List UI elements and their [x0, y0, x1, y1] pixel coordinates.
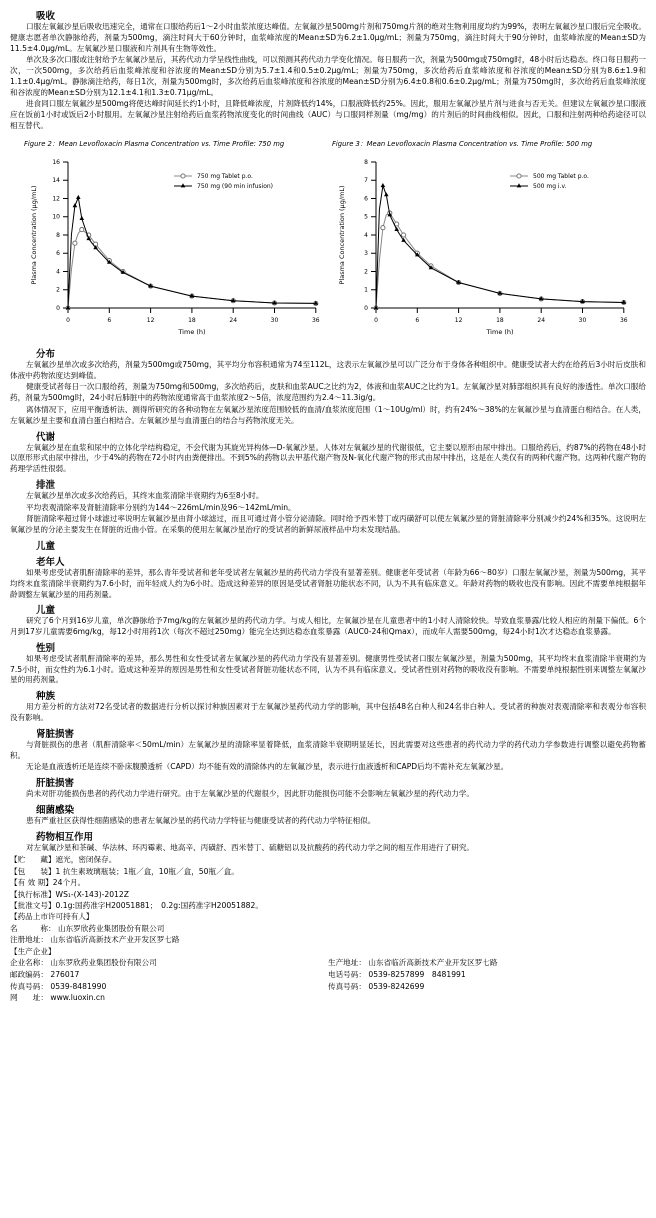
svg-text:24: 24 — [537, 316, 546, 324]
company-value: 山东罗欣药业集团股份有限公司 — [50, 957, 157, 967]
svg-text:6: 6 — [364, 195, 368, 203]
web-value: www.luoxin.cn — [50, 993, 105, 1003]
web-label: 网 址： — [10, 993, 48, 1003]
svg-text:6: 6 — [107, 316, 112, 324]
fax-row — [10, 981, 328, 993]
fax2-value: 0539-8242699 — [368, 981, 425, 991]
paragraph: 肾脏清除率超过肾小球滤过率说明左氧氟沙星由肾小球滤过，而且可通过肾小管分泌清除。同时给予西米替丁或丙磺舒可以使左氧氟沙星的肾脏清除率分别减少约24%和35%。这说明左氧氟沙星的分泌主要发生在肾脏的近曲小管。在采集的使用左氧氟沙星治疗的受试者的新鲜尿液样品中均未发现结晶。 — [10, 514, 646, 535]
fax2-label: 传真号码： — [328, 981, 366, 991]
producer-right-col — [328, 957, 646, 1004]
svg-text:4: 4 — [364, 231, 368, 239]
svg-text:6: 6 — [415, 316, 420, 324]
section-title-children: 儿童 — [36, 605, 56, 617]
paragraph: 左氧氟沙星单次或多次给药后，其终末血浆清除半衰期约为6至8小时。 — [26, 490, 264, 500]
paragraph: 与肾脏损伤的患者（肌酐清除率＜50mL/min）左氧氟沙星的清除率显着降低，血浆清除半衰期明显延长，因此需要对这些患者的药代动力学的药代动力学参数进行调整以避免药物蓄积。 — [10, 739, 646, 760]
svg-text:36: 36 — [619, 316, 628, 324]
figure-2 — [24, 138, 324, 340]
paragraph: 用方差分析的方法对72名受试者的数据进行分析以探讨种族因素对于左氧氟沙星药代动力学的影响，其中包括48名白种人和24名非白种人。受试者的种族对表观清除率和表观分布容积没有影响。 — [10, 702, 646, 722]
zip-row — [10, 969, 328, 981]
section-title-absorption: 吸收 — [36, 11, 56, 22]
svg-text:30: 30 — [270, 316, 279, 324]
holder-address-row — [10, 934, 646, 945]
approval-line: 【批准文号】0.1g:国药准字H20051881； 0.2g:国药准字H20051882。 — [10, 901, 263, 911]
web-row — [10, 992, 328, 1004]
svg-text:8: 8 — [56, 231, 60, 239]
figure-2-plot — [24, 150, 324, 340]
svg-text:8: 8 — [364, 158, 368, 166]
figures-row — [10, 138, 646, 340]
svg-text:Plasma Concentration (μg/mL): Plasma Concentration (μg/mL) — [30, 185, 38, 285]
svg-text:2: 2 — [56, 286, 60, 294]
holder-name-value: 山东罗欣药业集团股份有限公司 — [57, 923, 165, 933]
paragraph: 左氧氟沙星单次或多次给药，剂量为500mg或750mg，其平均分布容积通常为74至112L，这表示左氧氟沙星可以广泛分布于身体各种组织中。健康受试者大约在给药后3小时后皮肤和体液中药物浓度达到峰值。 — [10, 359, 646, 380]
section-title-gender: 性别 — [36, 642, 56, 654]
fax2-row — [328, 981, 646, 993]
paragraph: 口服左氧氟沙星后吸收迅速完全，通常在口服给药后1～2小时血浆浓度达峰值。左氧氟沙星500mg片剂和750mg片剂的绝对生物利用度均约为99%，表明左氧氟沙星口服后完全吸收。健康志愿者单次静脉给药，剂量为500mg，滴注时间大于60分钟时，血浆峰浓度的Mean±SD为6.2±1.0μg/mL；剂量为750mg，滴注时间大于90分钟时，血浆峰浓度的Mean±SD为11.5±4.0μg/mL。左氧氟沙星口服液和片剂具有生物等效性。 — [10, 22, 646, 53]
company-label: 企业名称： — [10, 957, 48, 967]
section-title-children-first: 儿童 — [36, 540, 56, 552]
figure-3 — [332, 138, 632, 340]
svg-text:5: 5 — [364, 213, 368, 221]
svg-text:6: 6 — [56, 250, 60, 258]
figure-3-legend-2: 500 mg i.v. — [533, 182, 567, 190]
producer-info-columns — [10, 957, 646, 1004]
tel-label: 电话号码： — [328, 969, 366, 979]
section-title-bacterial-infection: 细菌感染 — [36, 804, 75, 816]
svg-text:18: 18 — [496, 316, 504, 324]
svg-text:12: 12 — [146, 316, 155, 324]
storage-line: 【贮 藏】遮光，密闭保存。 — [10, 855, 117, 865]
section-title-metabolism: 代谢 — [36, 431, 56, 443]
tel-row — [328, 969, 646, 981]
svg-text:18: 18 — [188, 316, 196, 324]
paragraph: 健康受试者每日一次口服给药，剂量为750mg和500mg，多次给药后，皮肤和血浆AUC之比约为2，体液和血浆AUC之比约为1。左氧氟沙星对肺部组织具有良好的渗透性。单次口服给药，剂量为500mg时，24小时后肺脏中的药物浓度通常高于血浆浓度2～5倍，浓度范围约为2.4～11.3ig/g。 — [10, 382, 646, 403]
paragraph: 单次及多次口服或注射给予左氧氟沙星后，其药代动力学呈线性曲线，可以预测其药代动力学变化情况。每日服药一次，剂量为500mg或750mg时，48小时后达稳态。终口每日服药一次，一次500mg，多次给药后血浆峰浓度和谷浓度的Mean±SD分别为5.7±1.4和0.5±0.2μg/mL；剂量为750mg，多次给药后血浆峰浓度和谷浓度的Mean±SD分别为8.6±1.9和1.1±0.4μg/mL。静脉滴注给药，每日1次，剂量为500mg时，多次给药后血浆峰浓度和谷浓度的Mean±SD分别为6.4±0.8和0.6±0.2μg/mL；剂量为750mg时，多次给药后血浆峰浓度和谷浓度的Mean±SD分别为12.1±4.1和1.3±0.71μg/mL。 — [10, 55, 646, 97]
svg-text:0: 0 — [66, 316, 70, 324]
paragraph: 研究了6个月到16岁儿童，单次静脉给予7mg/kg的左氧氟沙星的药代动力学。与成人相比，左氧氟沙星在儿童患者中的1小时人清除较快。导致血浆暴露/比较人相应的剂量下偏低。6个月到17岁儿童需要6mg/kg，每12小时用药1次（每次不超过250mg）能完全达到达稳态血浆暴露（AUC0-24和Qmax），而成年人需要500mg，每24小时1次才达稳态血浆暴露。 — [10, 616, 646, 637]
paragraph: 进食同口服左氧氟沙星500mg将使达峰时间延长约1小时，且降低峰浓度，片剂降低约14%，口服液降低约25%。因此，服用左氧氟沙星片剂与进食与否无关。但建议左氧氟沙星口服液应在饭前1小时或饭后2小时服用。左氧氟沙星注射给药后血浆药物浓度变化的时间曲线（AUC）与口服同样剂量（mg/mg）的片剂后的时间曲线相似。因此，口服和注射两种给药途径可以相互替代。 — [10, 99, 646, 131]
svg-text:3: 3 — [364, 250, 368, 258]
package-line: 【包 装】1 抗生素玻璃瓶装；1瓶／盒，10瓶／盒，50瓶／盒。 — [10, 866, 239, 876]
svg-text:24: 24 — [229, 316, 238, 324]
svg-text:4: 4 — [56, 268, 60, 276]
svg-text:Plasma Concentration (μg/mL): Plasma Concentration (μg/mL) — [338, 185, 346, 285]
holder-title: 【药品上市许可持有人】 — [10, 912, 94, 922]
company-row — [10, 957, 328, 969]
section-title-race: 种族 — [36, 691, 56, 703]
figure-3-caption: Figure 3：Mean Levofloxacin Plasma Concentration vs. Time Profile: 500 mg — [332, 139, 593, 148]
paragraph: 患有严重社区获得性细菌感染的患者左氧氟沙星的药代动力学特征与健康受试者的药代动力学特征相似。 — [26, 815, 376, 825]
section-title-excretion: 排泄 — [36, 479, 56, 491]
holder-address-value: 山东省临沂高新技术产业开发区罗七路 — [50, 935, 180, 945]
svg-text:Time (h): Time (h) — [178, 327, 206, 336]
paragraph: 平均表观清除率及肾脏清除率分别约为144～226mL/min及96～142mL/min。 — [26, 502, 296, 512]
section-title-drug-interaction: 药物相互作用 — [36, 831, 94, 843]
svg-text:10: 10 — [52, 213, 60, 221]
figure-2-caption: Figure 2：Mean Levofloxacin Plasma Concentration vs. Time Profile: 750 mg — [24, 139, 285, 148]
svg-text:12: 12 — [454, 316, 463, 324]
figure-3-legend-1: 500 mg Tablet p.o. — [533, 172, 589, 180]
paragraph: 尚未对肝功能损伤患者的药代动力学进行研究。由于左氧氟沙星的代谢很少，因此肝功能损伤可能不会影响左氧氟沙星的药代动力学。 — [26, 789, 475, 799]
producer-title: 【生产企业】 — [10, 946, 56, 956]
svg-text:0: 0 — [374, 316, 378, 324]
fax-label: 传真号码： — [10, 981, 48, 991]
svg-text:16: 16 — [52, 158, 60, 166]
zip-label: 邮政编码： — [10, 969, 48, 979]
figure-3-plot — [332, 150, 632, 340]
paragraph: 如果考虑受试者肌酐清除率的差异，那么青年受试者和老年受试者左氧氟沙星的药代动力学没有显著差别。健康老年受试者（年龄为66～80岁）口服左氧氟沙星，剂量为500mg，其平均终末血浆清除半衰期约为7.6小时，而年轻成人约为6小时。造成这种差异的原因是受试者肾脏功能状态不同，认为不具有临床意义。年龄对药物的吸收也没有影响。因此不需要单纯根据年龄调整左氧氟沙星的用药剂量。 — [10, 567, 646, 599]
svg-text:0: 0 — [364, 304, 368, 312]
fax-value: 0539-8481990 — [50, 981, 107, 991]
paragraph: 离体情况下，应用平衡透析法、测得所研究的各种动物在左氧氟沙星浓度范围较低的血清/血浆浓度范围（1～10Ug/ml）时，约有24%～38%的左氧氟沙星与血清蛋白相结合。在人类，左氧氟沙星主要和血清白蛋白相结合。左氧氟沙星与血清蛋白的结合与药物浓度无关。 — [10, 404, 646, 425]
producer-left-col — [10, 957, 328, 1004]
tel-value: 0539-8257899 8481991 — [368, 969, 466, 979]
production-address-label: 生产地址： — [328, 957, 366, 967]
validity-line: 【有 效 期】24个月。 — [10, 878, 86, 888]
figure-2-legend-2: 750 mg (90 min infusion) — [197, 182, 274, 190]
section-title-elderly: 老年人 — [36, 556, 65, 568]
section-title-hepatic: 肝脏损害 — [36, 778, 75, 790]
paragraph: 对左氧氟沙星和茶碱、华法林、环丙霉素、地高辛、丙磺舒、西米替丁、硫糖铝以及抗酸药的药代动力学之间的相互作用进行了研究。 — [26, 842, 475, 852]
holder-address-label: 注册地址： — [10, 935, 48, 945]
paragraph: 如果考虑受试者肌酐清除率的差异，那么男性和女性受试者左氧氟沙星的药代动力学没有显著差别。健康男性受试者口服左氧氟沙星，剂量为500mg，其平均终末血浆清除半衰期约为7.5小时，而女性约为6.1小时。造成这种差异的原因是男性和女性受试者肾脏功能状态不同，认为不具有临床意义。受试者性别对药物的吸收没有影响。不需要单纯根据性别来调整左氧氟沙星的用药剂量。 — [10, 653, 646, 685]
svg-text:12: 12 — [52, 195, 60, 203]
holder-name-row — [10, 923, 646, 934]
production-address-value: 山东省临沂高新技术产业开发区罗七路 — [368, 957, 498, 967]
svg-text:7: 7 — [364, 177, 368, 185]
svg-text:Time (h): Time (h) — [486, 327, 514, 336]
svg-text:30: 30 — [578, 316, 587, 324]
production-address-row — [328, 957, 646, 969]
svg-text:2: 2 — [364, 268, 368, 276]
paragraph: 左氧氟沙星在血浆和尿中的立体化学结构稳定，不会代谢为其旋光异构体—D-氧氟沙星。人体对左氧氟沙星的代谢很低，它主要以原形由尿中排出。口服给药后，约87%的药物在48小时以原形形式由尿中排出，少于4%的药物在72小时内由粪便排出。不到5%的药物以去甲基代谢产物及N-氧化代谢产物的形式由尿中排出，这是在人类仅有的两种代谢产物。这两种代谢产物的药理学活性很弱。 — [10, 442, 646, 474]
label-info-block — [10, 854, 646, 957]
holder-name-label: 名 称： — [10, 923, 56, 933]
svg-text:14: 14 — [52, 177, 60, 185]
standard-line: 【执行标准】WS₁-(X-143)-2012Z — [10, 889, 129, 899]
section-title-distribution: 分布 — [36, 348, 56, 360]
svg-text:1: 1 — [364, 286, 368, 294]
figure-2-legend-1: 750 mg Tablet p.o. — [197, 172, 253, 180]
paragraph: 无论是血液透析还是连续不卧床腹膜透析（CAPD）均不能有效的清除体内的左氧氟沙星，表示进行血液透析和CAPD后均不需补充左氧氟沙星。 — [26, 762, 509, 772]
svg-text:0: 0 — [56, 304, 60, 312]
zip-value: 276017 — [50, 969, 80, 979]
svg-text:36: 36 — [311, 316, 320, 324]
section-title-renal: 肾脏损害 — [36, 728, 75, 740]
